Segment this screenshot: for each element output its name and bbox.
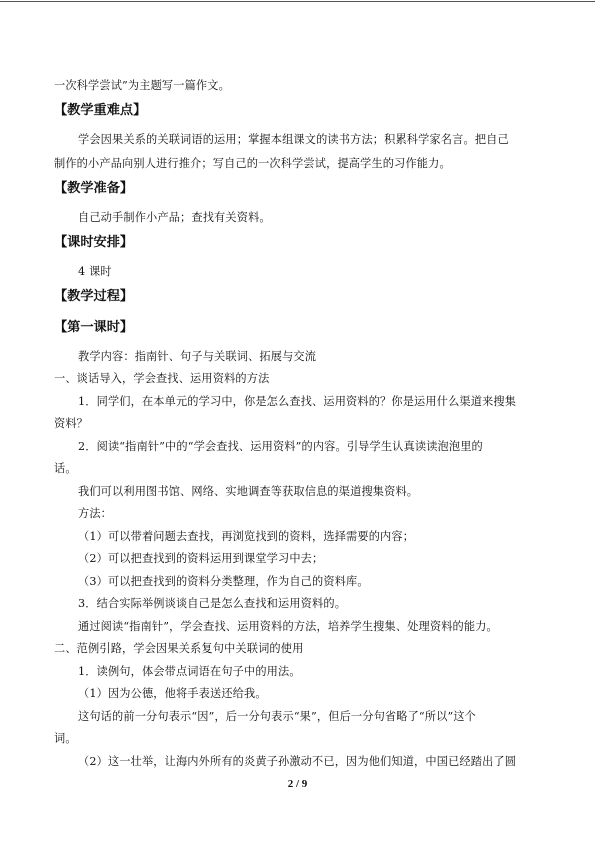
paragraph-line: 学会因果关系的关联词语的运用；掌握本组课文的读书方法；积累科学家名言。把自己 xyxy=(78,133,509,146)
section-heading-first-lesson: 【第一课时】 xyxy=(54,320,134,335)
paragraph-line: 词。 xyxy=(54,732,77,745)
paragraph-line: 1．读例句，体会带点词语在句子中的用法。 xyxy=(78,665,301,678)
section-heading-preparation: 【教学准备】 xyxy=(54,181,134,196)
section-heading-process: 【教学过程】 xyxy=(54,289,134,304)
paragraph-line: （1）因为公德，他将手表送还给我。 xyxy=(78,687,267,700)
paragraph-line: 2．阅读“指南针”中的“学会查找、运用资料”的内容。引导学生认真读读泡泡里的 xyxy=(78,440,483,453)
paragraph-line: 一次科学尝试”为主题写一篇作文。 xyxy=(54,79,230,92)
paragraph-line: 二、范例引路，学会因果关系复句中关联词的使用 xyxy=(54,642,304,655)
paragraph-line: 话。 xyxy=(54,462,77,475)
paragraph-line: 制作的小产品向别人进行推介；写自己的一次科学尝试，提高学生的习作能力。 xyxy=(54,157,451,170)
paragraph-line: 1．同学们，在本单元的学习中，你是怎么查找、运用资料的？你是运用什么渠道来搜集 xyxy=(78,395,517,408)
paragraph-line: （2）这一壮举，让海内外所有的炎黄子孙激动不已，因为他们知道，中国已经踏出了圆 xyxy=(78,755,517,768)
paragraph-line: （1）可以带着问题去查找，再浏览找到的资料，选择需要的内容； xyxy=(78,530,415,543)
paragraph-line: （2）可以把查找到的资料运用到课堂学习中去； xyxy=(78,552,324,565)
paragraph-line: 通过阅读“指南针”，学会查找、运用资料的方法，培养学生搜集、处理资料的能力。 xyxy=(78,620,498,633)
section-heading-schedule: 【课时安排】 xyxy=(54,235,134,250)
paragraph-line: （3）可以把查找到的资料分类整理，作为自己的资料库。 xyxy=(78,575,369,588)
paragraph-line: 3．结合实际举例谈谈自己是怎么查找和运用资料的。 xyxy=(78,597,347,610)
paragraph-line: 自己动手制作小产品；查找有关资料。 xyxy=(78,211,271,224)
paragraph-line: 一、谈话导入，学会查找、运用资料的方法 xyxy=(54,372,270,385)
section-heading-key-difficult-points: 【教学重难点】 xyxy=(54,103,147,118)
page-number: 2 / 9 xyxy=(287,778,308,790)
paragraph-line: 我们可以利用图书馆、网络、实地调查等获取信息的渠道搜集资料。 xyxy=(78,485,419,498)
paragraph-line: 资料？ xyxy=(54,417,89,430)
paragraph-line: 教学内容：指南针、句子与关联词、拓展与交流 xyxy=(78,350,317,363)
paragraph-line: 这句话的前一分句表示“因”，后一分句表示“果”，但后一分句省略了“所以”这个 xyxy=(78,710,477,723)
paragraph-line: 4 课时 xyxy=(78,265,112,278)
paragraph-line: 方法： xyxy=(78,507,113,520)
